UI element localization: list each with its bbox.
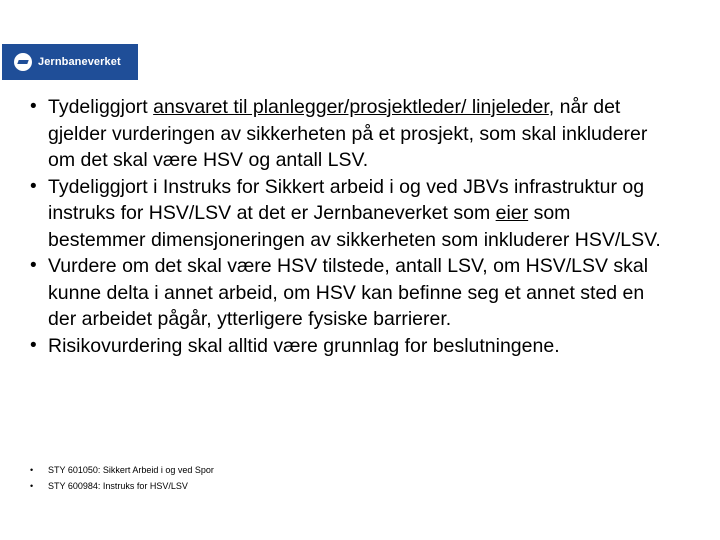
- jernbaneverket-logo: [2, 44, 138, 80]
- reference-item: • STY 601050: Sikkert Arbeid i og ved Spor: [30, 462, 214, 478]
- bullet-item: [30, 253, 670, 333]
- bullet-underlined-text: eier: [495, 202, 529, 224]
- bullet-text: , når det gjelder vurderingen av sikkerheten på et prosjekt, som skal inkluderer om det skal være HSV og antall LSV.: [48, 96, 648, 171]
- bullet-text: Risikovurdering skal alltid være grunnlag for beslutningene.: [48, 334, 560, 357]
- jernbaneverket-emblem-icon: [14, 53, 32, 71]
- bullet-text: Tydeliggjort i Instruks for Sikkert arbeid i og ved JBVs infrastruktur og instruks for HSV/LSV at det er Jernbaneverket som: [48, 175, 645, 224]
- reference-list: [30, 462, 214, 494]
- bullet-text: som bestemmer dimensjoneringen av sikkerheten som inkluderer HSV/LSV.: [48, 202, 661, 251]
- bullet-item: [30, 333, 670, 360]
- reference-item: • STY 600984: Instruks for HSV/LSV: [30, 478, 214, 494]
- bullet-text: Vurdere om det skal være HSV tilstede, antall LSV, om HSV/LSV skal kunne delta i annet arbeid, om HSV kan befinne seg et annet sted en der arbeidet pågår, ytterligere fysiske barrierer.: [48, 255, 649, 330]
- bullet-list: [30, 94, 670, 359]
- bullet-item: [30, 174, 670, 254]
- bullet-underlined-text: ansvaret til planlegger/prosjektleder/ linjeleder: [153, 96, 549, 118]
- logo-text: Jernbaneverket: [38, 56, 121, 68]
- bullet-text: Tydeliggjort: [48, 96, 154, 118]
- bullet-item: [30, 94, 670, 174]
